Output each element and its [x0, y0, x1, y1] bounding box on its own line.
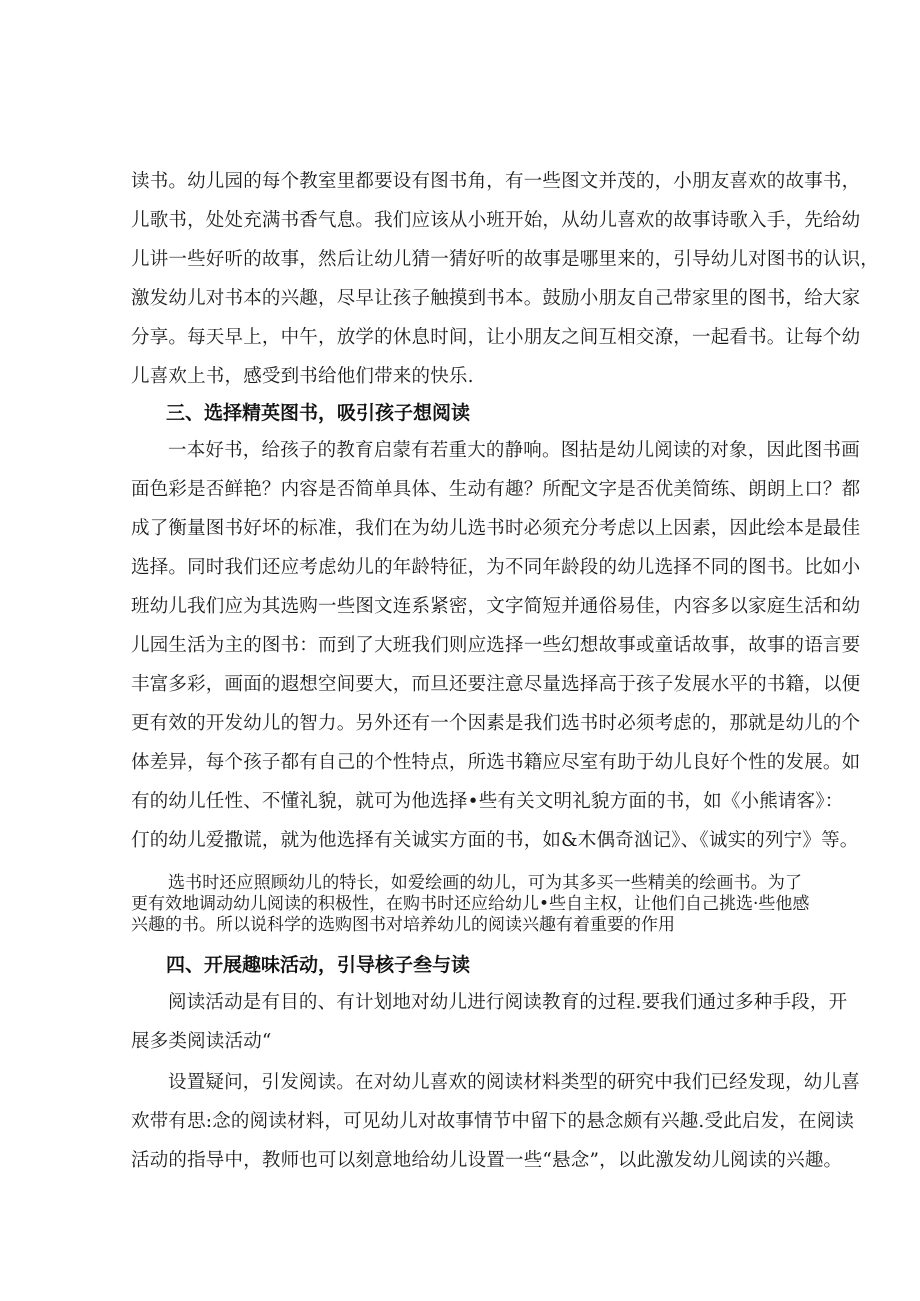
para1-line-2: 儿歌书，处处充满书香气息。我们应该从小班开始，从幼儿喜欢的故事诗歌入手，先给幼 — [131, 210, 861, 231]
section-heading-3: 三、选择精英图书，吸引孩子想阅读 — [166, 402, 471, 424]
para2-line-5: 班幼儿我们应为其选购一些图文连系紧密，文字简短并通俗易佳，内容多以家庭生活和幼 — [131, 596, 861, 617]
para2-line-4: 选择。同时我们还应考虑幼儿的年龄特征，为不同年龄段的幼儿选择不同的图书。比如小 — [131, 557, 861, 578]
para5-line-2: 欢带有思:念的阅读材料，可见幼儿对故事情节中留下的悬念颇有兴趣.受此启发，在阅读 — [131, 1111, 855, 1132]
para2-line-8: 更有效的开发幼儿的智力。另外还有一个因素是我们选书时必须考虑的，那就是幼儿的个 — [131, 713, 861, 734]
para2-line-7: 丰富多彩，画面的遐想空间要大，而旦还要注意尽量选择高于孩子发展水平的书籍，以便 — [131, 674, 861, 695]
para1-line-4: 激发幼儿对书本的兴趣，尽早让孩子触摸到书本。鼓励小朋友自己带家里的图书，给大家 — [131, 288, 861, 309]
para1-line-1: 读书。幼儿园的每个教室里都要设有图书角，有一些图文并茂的，小朋友喜欢的故事书， — [131, 171, 861, 192]
para3-line-1: 选书时还应照顾幼儿的特长，如爱绘画的幼儿，可为其多买一些精美的绘画书。为了 — [168, 873, 802, 893]
para2-line-6: 儿园生活为主的图书：而到了大班我们则应选择一些幻想故事或童话故事，故事的语言要 — [131, 635, 861, 656]
para2-line-9: 体差异，每个孩子都有自己的个性特点，所选书籍应尽室有助于幼儿良好个性的发展。如 — [131, 752, 861, 773]
para4-line-1: 阅读活动是有目的、有计划地对幼儿进行阅读教育的过程.要我们通过多种手段，开 — [168, 992, 848, 1013]
para5-line-1: 设置疑问，引发阅读。在对幼儿喜欢的阅读材料类型的研究中我们已经发现，幼儿喜 — [168, 1072, 860, 1093]
para3-line-2: 更有效地调动幼儿阅读的积极性，在购书时还应给幼儿•些自主权，让他们自己挑选·些他感 — [131, 894, 810, 914]
para1-line-6: 儿喜欢上书，感受到书给他们带来的快乐. — [131, 366, 474, 387]
para4-line-2: 展多类阅读活动“ — [131, 1031, 272, 1052]
para2-line-2: 面色彩是否鲜艳？内容是否简单具体、生动有趣？所配文字是否优美简练、朗朗上口？都 — [131, 479, 861, 500]
para5-line-3: 活动的指导中，教师也可以刻意地给幼儿设置一些“悬念”，以此激发幼儿阅读的兴趣。 — [131, 1150, 843, 1171]
para1-line-5: 分享。每天早上，中午，放学的休息时间，让小朋友之间互相交潦，一起看书。让每个幼 — [131, 327, 861, 348]
para2-line-3: 成了衡量图书好坏的标准，我们在为幼儿选书时必须充分考虑以上因素，因此绘本是最佳 — [131, 518, 861, 539]
section-heading-4: 四、开展趣味活动，引导核子叁与读 — [166, 954, 471, 976]
para2-line-10: 有的幼儿任性、不懂礼貌，就可为他选择•些有关文明礼貌方面的书，如《小熊请客》： — [131, 791, 844, 812]
para2-line-1: 一本好书，给孩子的教育启蒙有若重大的静响。图拈是幼儿阅读的对象，因此图书画 — [168, 440, 860, 461]
para2-line-11: 仃的幼儿爱撒谎，就为他选择有关诚实方面的书，如&木偶奇汹记》、《诚实的列宁》等。 — [131, 830, 859, 851]
para3-line-3: 兴趣的书。所以说科学的选购图书对培养幼儿的阅读兴趣有着重要的作用 — [131, 915, 675, 935]
para1-line-3: 儿讲一些好听的故事，然后让幼儿猜一猜好听的故事是哪里来的，引导幼儿对图书的认识， — [131, 249, 880, 270]
